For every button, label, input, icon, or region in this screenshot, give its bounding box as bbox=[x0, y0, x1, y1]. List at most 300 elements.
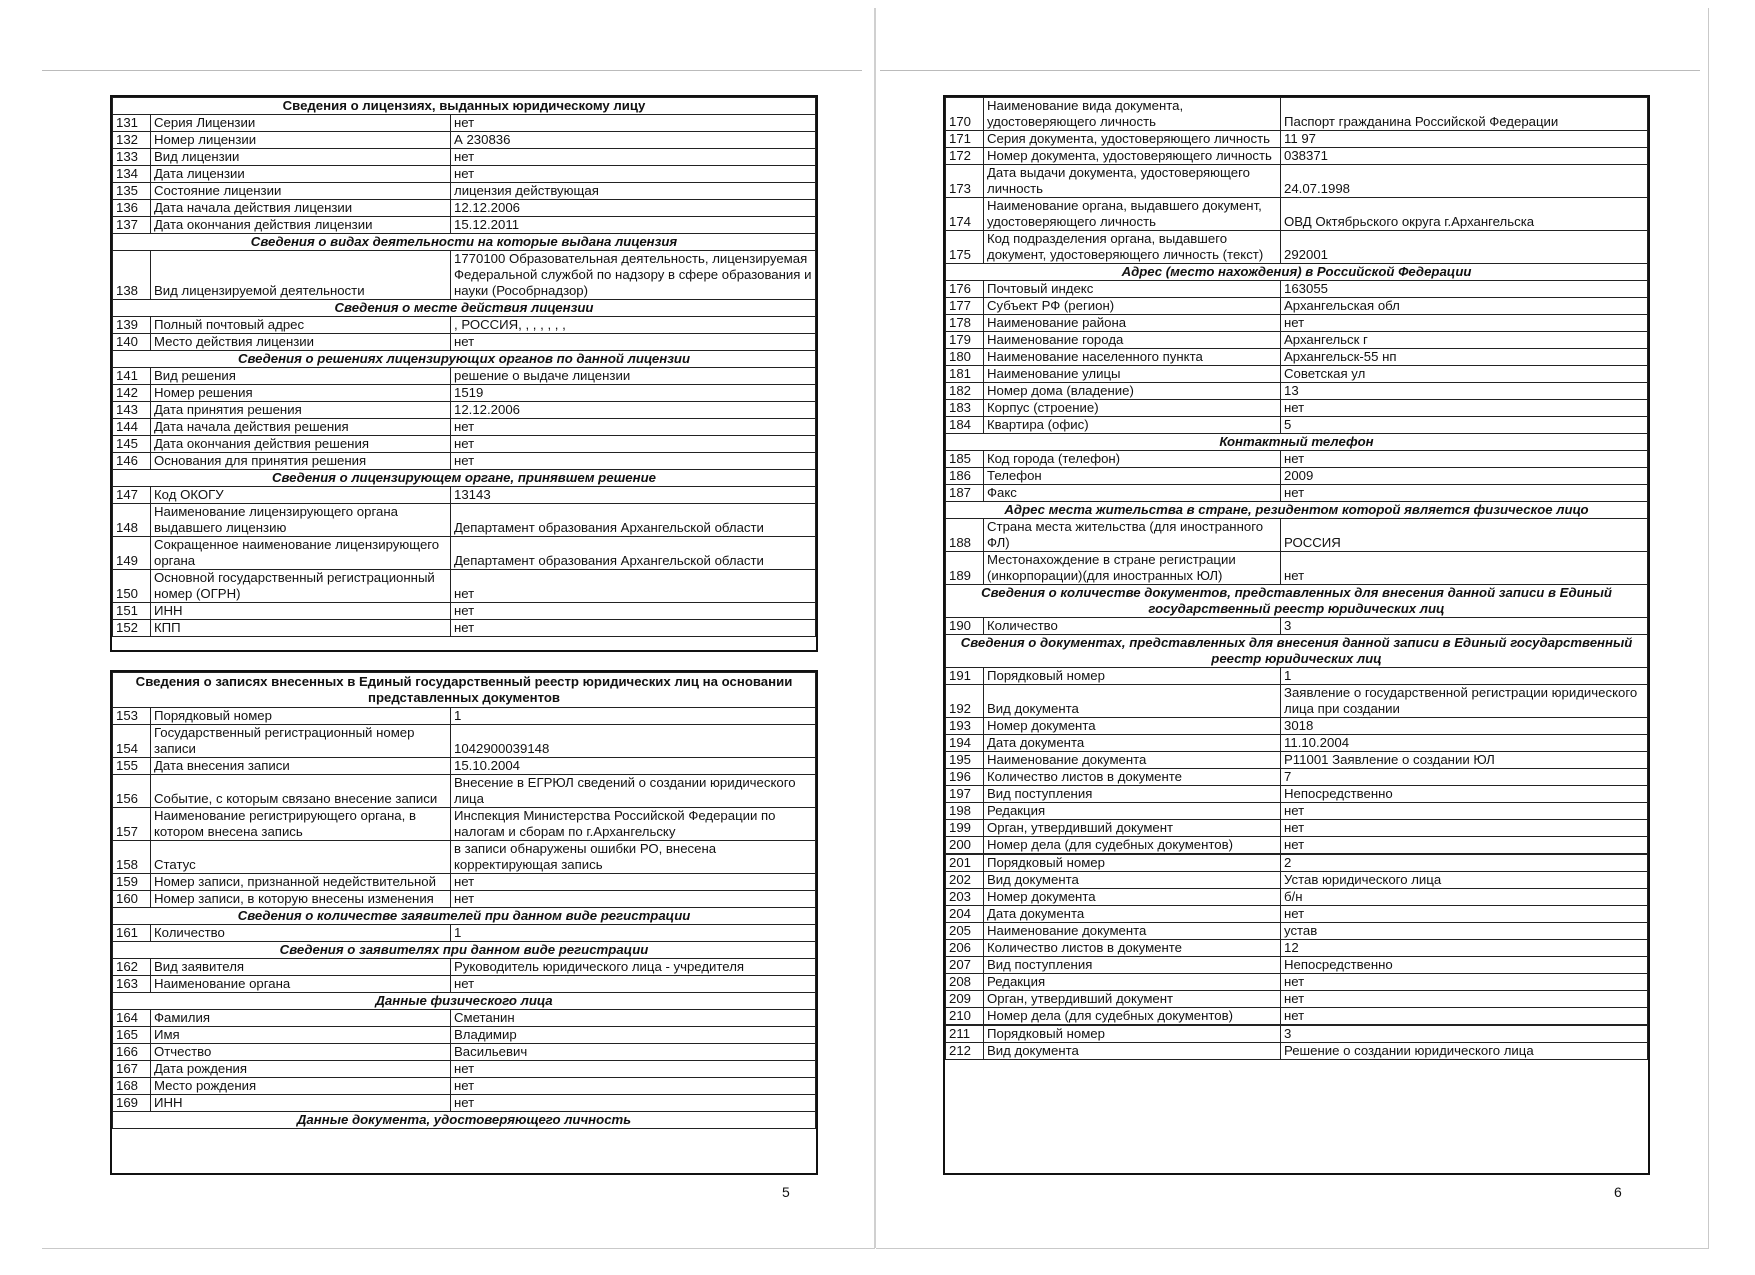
field-label: Вид лицензируемой деятельности bbox=[151, 251, 451, 300]
field-label: Дата документа bbox=[984, 906, 1281, 923]
licenses-table bbox=[112, 97, 816, 637]
row-number: 199 bbox=[946, 820, 984, 837]
table-row bbox=[946, 769, 1648, 786]
table-row bbox=[946, 820, 1648, 837]
section-header: Контактный телефон bbox=[946, 434, 1648, 451]
field-value: 3 bbox=[1281, 1026, 1648, 1043]
field-value: Непосредственно bbox=[1281, 957, 1648, 974]
row-number: 168 bbox=[113, 1078, 151, 1095]
table-row bbox=[946, 366, 1648, 383]
field-value: нет bbox=[451, 149, 816, 166]
field-value: нет bbox=[451, 570, 816, 603]
table-row bbox=[113, 419, 816, 436]
field-value: 2 bbox=[1281, 855, 1648, 872]
table-row bbox=[946, 198, 1648, 231]
table-row bbox=[946, 837, 1648, 854]
section-header: Сведения о количестве документов, представленных для внесения данной записи в Единый государственный реестр юридических лиц bbox=[946, 585, 1648, 618]
field-label: Наименование лицензирующего органа выдавшего лицензию bbox=[151, 504, 451, 537]
field-label: Количество bbox=[984, 618, 1281, 635]
row-number: 144 bbox=[113, 419, 151, 436]
field-label: Почтовый индекс bbox=[984, 281, 1281, 298]
table-row bbox=[946, 668, 1648, 685]
row-number: 143 bbox=[113, 402, 151, 419]
table-row bbox=[946, 1008, 1648, 1025]
row-number: 173 bbox=[946, 165, 984, 198]
row-number: 146 bbox=[113, 453, 151, 470]
row-number: 158 bbox=[113, 841, 151, 874]
field-label: Орган, утвердивший документ bbox=[984, 820, 1281, 837]
field-label: Наименование населенного пункта bbox=[984, 349, 1281, 366]
table-row bbox=[946, 974, 1648, 991]
row-number: 192 bbox=[946, 685, 984, 718]
row-number: 203 bbox=[946, 889, 984, 906]
section-header: Сведения о количестве заявителей при данном виде регистрации bbox=[113, 908, 816, 925]
field-label: Количество листов в документе bbox=[984, 769, 1281, 786]
row-number: 133 bbox=[113, 149, 151, 166]
section-header-row bbox=[113, 942, 816, 959]
field-value: Паспорт гражданина Российской Федерации bbox=[1281, 98, 1648, 131]
row-number: 205 bbox=[946, 923, 984, 940]
table-row bbox=[113, 758, 816, 775]
left-page-top-rule bbox=[42, 70, 862, 71]
field-label: Наименование регистрирующего органа, в котором внесена запись bbox=[151, 808, 451, 841]
row-number: 198 bbox=[946, 803, 984, 820]
table-row bbox=[113, 504, 816, 537]
table-row bbox=[946, 131, 1648, 148]
field-label: Код ОКОГУ bbox=[151, 487, 451, 504]
field-value: 13143 bbox=[451, 487, 816, 504]
field-value: б/н bbox=[1281, 889, 1648, 906]
table-row bbox=[946, 923, 1648, 940]
field-label: Количество листов в документе bbox=[984, 940, 1281, 957]
section-header: Сведения о решениях лицензирующих органов по данной лицензии bbox=[113, 351, 816, 368]
section-header: Сведения о документах, представленных для внесения данной записи в Единый государственный реестр юридических лиц bbox=[946, 635, 1648, 668]
row-number: 131 bbox=[113, 115, 151, 132]
table-row bbox=[113, 200, 816, 217]
row-number: 210 bbox=[946, 1008, 984, 1025]
section-header-row bbox=[113, 1112, 816, 1129]
row-number: 140 bbox=[113, 334, 151, 351]
field-value: 12 bbox=[1281, 940, 1648, 957]
field-value: нет bbox=[451, 1095, 816, 1112]
field-label: Вид решения bbox=[151, 368, 451, 385]
field-label: Код города (телефон) bbox=[984, 451, 1281, 468]
field-value: нет bbox=[451, 115, 816, 132]
field-label: Наименование района bbox=[984, 315, 1281, 332]
field-value: Архангельск-55 нп bbox=[1281, 349, 1648, 366]
records-table-title: Сведения о записях внесенных в Единый государственный реестр юридических лиц на основании представленных документов bbox=[113, 673, 816, 708]
table-row bbox=[113, 487, 816, 504]
field-value: 15.12.2011 bbox=[451, 217, 816, 234]
row-number: 152 bbox=[113, 620, 151, 637]
row-number: 207 bbox=[946, 957, 984, 974]
table-row bbox=[946, 906, 1648, 923]
table-row bbox=[946, 148, 1648, 165]
field-value: 13 bbox=[1281, 383, 1648, 400]
field-label: Вид документа bbox=[984, 685, 1281, 718]
field-label: Номер лицензии bbox=[151, 132, 451, 149]
section-header: Адрес места жительства в стране, резидентом которой является физическое лицо bbox=[946, 502, 1648, 519]
table-row bbox=[113, 166, 816, 183]
section-header: Данные физического лица bbox=[113, 993, 816, 1010]
field-label: Сокращенное наименование лицензирующего органа bbox=[151, 537, 451, 570]
field-value: А 230836 bbox=[451, 132, 816, 149]
field-value: устав bbox=[1281, 923, 1648, 940]
row-number: 194 bbox=[946, 735, 984, 752]
table-row bbox=[946, 872, 1648, 889]
field-value: 15.10.2004 bbox=[451, 758, 816, 775]
row-number: 164 bbox=[113, 1010, 151, 1027]
identity-documents-table-body bbox=[946, 98, 1648, 1060]
table-row bbox=[113, 251, 816, 300]
field-value: нет bbox=[1281, 485, 1648, 502]
field-label: Дата документа bbox=[984, 735, 1281, 752]
field-value: нет bbox=[1281, 315, 1648, 332]
field-value: 3018 bbox=[1281, 718, 1648, 735]
row-number: 149 bbox=[113, 537, 151, 570]
licenses-table-title: Сведения о лицензиях, выданных юридическому лицу bbox=[113, 98, 816, 115]
field-label: Основания для принятия решения bbox=[151, 453, 451, 470]
row-number: 212 bbox=[946, 1043, 984, 1060]
field-value: 1 bbox=[451, 708, 816, 725]
section-header-row bbox=[113, 993, 816, 1010]
row-number: 196 bbox=[946, 769, 984, 786]
row-number: 178 bbox=[946, 315, 984, 332]
field-label: Вид поступления bbox=[984, 786, 1281, 803]
section-header-row bbox=[946, 434, 1648, 451]
records-table-title-row bbox=[113, 673, 816, 708]
field-value: нет bbox=[1281, 974, 1648, 991]
field-label: Номер документа, удостоверяющего личность bbox=[984, 148, 1281, 165]
left-page-number: 5 bbox=[782, 1184, 790, 1200]
field-label: Наименование органа bbox=[151, 976, 451, 993]
field-value: нет bbox=[451, 620, 816, 637]
table-row bbox=[946, 468, 1648, 485]
row-number: 188 bbox=[946, 519, 984, 552]
table-row bbox=[946, 400, 1648, 417]
row-number: 138 bbox=[113, 251, 151, 300]
row-number: 206 bbox=[946, 940, 984, 957]
field-value: нет bbox=[1281, 991, 1648, 1008]
field-label: Государственный регистрационный номер записи bbox=[151, 725, 451, 758]
table-row bbox=[946, 735, 1648, 752]
field-label: Основной государственный регистрационный номер (ОГРН) bbox=[151, 570, 451, 603]
table-row bbox=[946, 519, 1648, 552]
field-label: Страна места жительства (для иностранного ФЛ) bbox=[984, 519, 1281, 552]
row-number: 137 bbox=[113, 217, 151, 234]
section-header: Данные документа, удостоверяющего личность bbox=[113, 1112, 816, 1129]
table-row bbox=[113, 453, 816, 470]
row-number: 172 bbox=[946, 148, 984, 165]
field-value: Руководитель юридического лица - учредителя bbox=[451, 959, 816, 976]
field-label: Номер записи, в которую внесены изменения bbox=[151, 891, 451, 908]
field-label: Дата рождения bbox=[151, 1061, 451, 1078]
table-row bbox=[113, 925, 816, 942]
field-value: нет bbox=[451, 603, 816, 620]
field-label: Номер документа bbox=[984, 889, 1281, 906]
row-number: 169 bbox=[113, 1095, 151, 1112]
section-header-row bbox=[946, 585, 1648, 618]
field-label: Событие, с которым связано внесение записи bbox=[151, 775, 451, 808]
row-number: 193 bbox=[946, 718, 984, 735]
field-value: Р11001 Заявление о создании ЮЛ bbox=[1281, 752, 1648, 769]
field-label: Дата окончания действия решения bbox=[151, 436, 451, 453]
section-header-row bbox=[946, 264, 1648, 281]
table-row bbox=[113, 570, 816, 603]
field-value: 038371 bbox=[1281, 148, 1648, 165]
records-table bbox=[112, 672, 816, 1129]
field-value: 11 97 bbox=[1281, 131, 1648, 148]
row-number: 180 bbox=[946, 349, 984, 366]
field-value: Сметанин bbox=[451, 1010, 816, 1027]
field-label: Номер дела (для судебных документов) bbox=[984, 837, 1281, 854]
field-value: в записи обнаружены ошибки РО, внесена корректирующая запись bbox=[451, 841, 816, 874]
row-number: 171 bbox=[946, 131, 984, 148]
row-number: 202 bbox=[946, 872, 984, 889]
field-value: 12.12.2006 bbox=[451, 402, 816, 419]
row-number: 201 bbox=[946, 855, 984, 872]
right-page-number: 6 bbox=[1614, 1184, 1622, 1200]
table-row bbox=[113, 1010, 816, 1027]
row-number: 166 bbox=[113, 1044, 151, 1061]
field-value: 5 bbox=[1281, 417, 1648, 434]
table-row bbox=[113, 217, 816, 234]
table-row bbox=[946, 803, 1648, 820]
table-row bbox=[113, 132, 816, 149]
table-row bbox=[113, 385, 816, 402]
table-row bbox=[946, 485, 1648, 502]
row-number: 191 bbox=[946, 668, 984, 685]
licenses-table-title-row bbox=[113, 98, 816, 115]
row-number: 151 bbox=[113, 603, 151, 620]
row-number: 190 bbox=[946, 618, 984, 635]
field-label: Наименование вида документа, удостоверяющего личность bbox=[984, 98, 1281, 131]
table-row bbox=[946, 752, 1648, 769]
table-row bbox=[113, 874, 816, 891]
field-value: 292001 bbox=[1281, 231, 1648, 264]
field-label: Номер решения bbox=[151, 385, 451, 402]
row-number: 175 bbox=[946, 231, 984, 264]
field-value: нет bbox=[1281, 820, 1648, 837]
row-number: 159 bbox=[113, 874, 151, 891]
table-row bbox=[946, 281, 1648, 298]
table-row bbox=[946, 298, 1648, 315]
table-row bbox=[946, 1043, 1648, 1060]
row-number: 139 bbox=[113, 317, 151, 334]
field-label: Порядковый номер bbox=[984, 855, 1281, 872]
field-value: Департамент образования Архангельской области bbox=[451, 504, 816, 537]
row-number: 176 bbox=[946, 281, 984, 298]
section-header-row bbox=[946, 502, 1648, 519]
field-value: нет bbox=[1281, 1008, 1648, 1025]
table-row bbox=[113, 775, 816, 808]
row-number: 160 bbox=[113, 891, 151, 908]
field-label: Вид документа bbox=[984, 1043, 1281, 1060]
field-value: 1 bbox=[1281, 668, 1648, 685]
table-row bbox=[113, 841, 816, 874]
row-number: 211 bbox=[946, 1026, 984, 1043]
table-row bbox=[946, 451, 1648, 468]
section-header-row bbox=[946, 635, 1648, 668]
field-label: Корпус (строение) bbox=[984, 400, 1281, 417]
field-label: Номер записи, признанной недействительной bbox=[151, 874, 451, 891]
table-row bbox=[946, 349, 1648, 366]
row-number: 163 bbox=[113, 976, 151, 993]
row-number: 153 bbox=[113, 708, 151, 725]
field-value: Васильевич bbox=[451, 1044, 816, 1061]
field-value: решение о выдаче лицензии bbox=[451, 368, 816, 385]
field-value: 1770100 Образовательная деятельность, лицензируемая Федеральной службой по надзору в сфере образования и науки (Рособрнадзор) bbox=[451, 251, 816, 300]
section-header-row bbox=[113, 234, 816, 251]
table-row bbox=[946, 165, 1648, 198]
row-number: 187 bbox=[946, 485, 984, 502]
field-value: нет bbox=[451, 334, 816, 351]
field-label: Отчество bbox=[151, 1044, 451, 1061]
field-label: Имя bbox=[151, 1027, 451, 1044]
table-row bbox=[946, 315, 1648, 332]
table-row bbox=[113, 368, 816, 385]
field-value: Заявление о государственной регистрации юридического лица при создании bbox=[1281, 685, 1648, 718]
field-label: Телефон bbox=[984, 468, 1281, 485]
field-value: нет bbox=[451, 976, 816, 993]
section-header-row bbox=[113, 300, 816, 317]
table-row bbox=[113, 1027, 816, 1044]
field-label: Состояние лицензии bbox=[151, 183, 451, 200]
table-row bbox=[946, 685, 1648, 718]
field-value: Внесение в ЕГРЮЛ сведений о создании юридического лица bbox=[451, 775, 816, 808]
field-label: Дата выдачи документа, удостоверяющего личность bbox=[984, 165, 1281, 198]
table-row bbox=[113, 959, 816, 976]
table-row bbox=[113, 976, 816, 993]
field-label: Код подразделения органа, выдавшего документ, удостоверяющего личность (текст) bbox=[984, 231, 1281, 264]
field-label: Фамилия bbox=[151, 1010, 451, 1027]
section-header: Сведения о лицензирующем органе, принявшем решение bbox=[113, 470, 816, 487]
row-number: 142 bbox=[113, 385, 151, 402]
field-label: Дата начала действия лицензии bbox=[151, 200, 451, 217]
field-value: лицензия действующая bbox=[451, 183, 816, 200]
field-value: Непосредственно bbox=[1281, 786, 1648, 803]
table-row bbox=[113, 1095, 816, 1112]
page-fold bbox=[874, 8, 876, 1248]
row-number: 135 bbox=[113, 183, 151, 200]
field-value: нет bbox=[451, 419, 816, 436]
field-label: Номер дома (владение) bbox=[984, 383, 1281, 400]
field-value: нет bbox=[451, 453, 816, 470]
field-label: Дата принятия решения bbox=[151, 402, 451, 419]
field-label: ИНН bbox=[151, 603, 451, 620]
field-label: Номер документа bbox=[984, 718, 1281, 735]
row-number: 197 bbox=[946, 786, 984, 803]
row-number: 209 bbox=[946, 991, 984, 1008]
field-label: Серия документа, удостоверяющего личность bbox=[984, 131, 1281, 148]
row-number: 185 bbox=[946, 451, 984, 468]
field-value: 1 bbox=[451, 925, 816, 942]
field-label: Порядковый номер bbox=[984, 1026, 1281, 1043]
field-label: Дата окончания действия лицензии bbox=[151, 217, 451, 234]
field-label: Наименование документа bbox=[984, 923, 1281, 940]
field-label: КПП bbox=[151, 620, 451, 637]
row-number: 184 bbox=[946, 417, 984, 434]
field-value: РОССИЯ bbox=[1281, 519, 1648, 552]
field-label: Вид лицензии bbox=[151, 149, 451, 166]
field-value: Департамент образования Архангельской области bbox=[451, 537, 816, 570]
table-row bbox=[113, 808, 816, 841]
table-row bbox=[113, 334, 816, 351]
field-value: Владимир bbox=[451, 1027, 816, 1044]
field-value: 1042900039148 bbox=[451, 725, 816, 758]
table-row bbox=[113, 1078, 816, 1095]
row-number: 165 bbox=[113, 1027, 151, 1044]
section-header: Сведения о месте действия лицензии bbox=[113, 300, 816, 317]
field-value: нет bbox=[451, 166, 816, 183]
field-label: Статус bbox=[151, 841, 451, 874]
row-number: 186 bbox=[946, 468, 984, 485]
section-header: Адрес (место нахождения) в Российской Федерации bbox=[946, 264, 1648, 281]
row-number: 195 bbox=[946, 752, 984, 769]
field-label: Квартира (офис) bbox=[984, 417, 1281, 434]
records-table-body bbox=[113, 673, 816, 1129]
row-number: 147 bbox=[113, 487, 151, 504]
table-row bbox=[113, 620, 816, 637]
field-value: нет bbox=[1281, 837, 1648, 854]
row-number: 155 bbox=[113, 758, 151, 775]
identity-documents-table bbox=[945, 97, 1648, 1060]
table-row bbox=[946, 231, 1648, 264]
field-value: нет bbox=[451, 1078, 816, 1095]
row-number: 132 bbox=[113, 132, 151, 149]
field-value: 3 bbox=[1281, 618, 1648, 635]
table-row bbox=[113, 115, 816, 132]
field-value: Инспекция Министерства Российской Федерации по налогам и сборам по г.Архангельску bbox=[451, 808, 816, 841]
table-row bbox=[946, 417, 1648, 434]
table-row bbox=[946, 855, 1648, 872]
field-label: Наименование улицы bbox=[984, 366, 1281, 383]
licenses-table-body bbox=[113, 98, 816, 637]
row-number: 136 bbox=[113, 200, 151, 217]
table-row bbox=[113, 537, 816, 570]
section-header: Сведения о заявителях при данном виде регистрации bbox=[113, 942, 816, 959]
field-value: нет bbox=[1281, 803, 1648, 820]
section-header-row bbox=[113, 470, 816, 487]
field-label: ИНН bbox=[151, 1095, 451, 1112]
field-value: 24.07.1998 bbox=[1281, 165, 1648, 198]
row-number: 181 bbox=[946, 366, 984, 383]
row-number: 167 bbox=[113, 1061, 151, 1078]
table-row bbox=[113, 708, 816, 725]
row-number: 134 bbox=[113, 166, 151, 183]
field-value: 2009 bbox=[1281, 468, 1648, 485]
field-label: Наименование города bbox=[984, 332, 1281, 349]
field-label: Порядковый номер bbox=[984, 668, 1281, 685]
field-label: Наименование документа bbox=[984, 752, 1281, 769]
table-row bbox=[113, 725, 816, 758]
field-label: Вид документа bbox=[984, 872, 1281, 889]
field-label: Редакция bbox=[984, 803, 1281, 820]
field-label: Редакция bbox=[984, 974, 1281, 991]
field-value: нет bbox=[1281, 552, 1648, 585]
table-row bbox=[946, 552, 1648, 585]
field-value: 1519 bbox=[451, 385, 816, 402]
field-value: нет bbox=[1281, 906, 1648, 923]
field-label: Дата лицензии bbox=[151, 166, 451, 183]
table-row bbox=[113, 891, 816, 908]
row-number: 174 bbox=[946, 198, 984, 231]
field-value: Советская ул bbox=[1281, 366, 1648, 383]
field-value: Архангельск г bbox=[1281, 332, 1648, 349]
table-row bbox=[946, 991, 1648, 1008]
row-number: 156 bbox=[113, 775, 151, 808]
table-row bbox=[113, 183, 816, 200]
